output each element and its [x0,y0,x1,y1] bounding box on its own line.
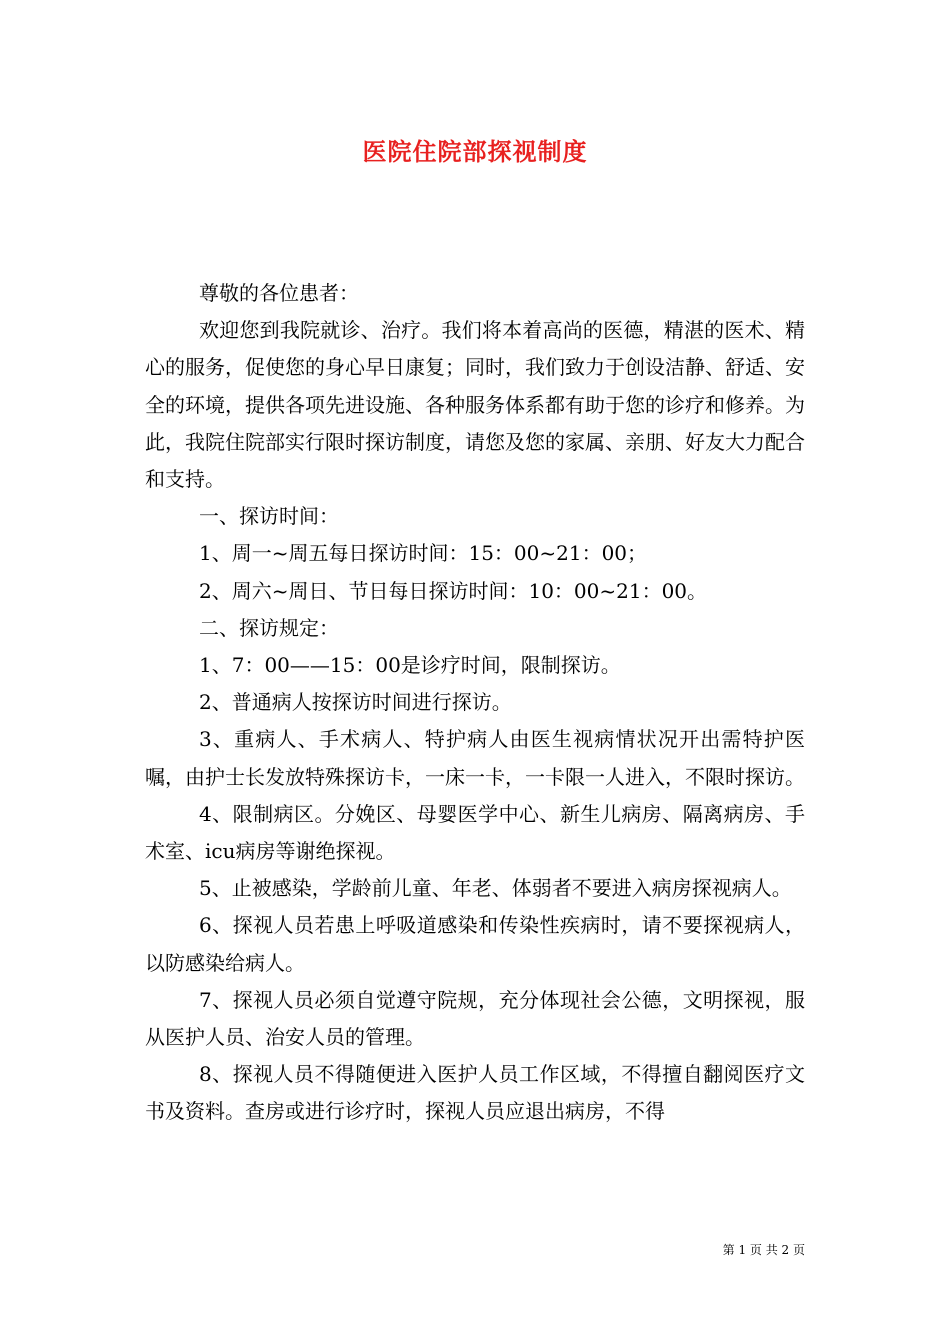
section-heading-visit-time: 一、探访时间： [199,504,339,529]
rule-item-3: 3、重病人、手术病人、特护病人由医生视病情状况开出需特护医嘱，由护士长发放特殊探访卡，一床一卡，一卡限一人进入，不限时探访。 [145,727,805,789]
salutation: 尊敬的各位患者： [199,281,359,305]
visit-time-item-2: 2、周六~周日、节日每日探访时间：10：00~21：00。 [199,578,708,603]
rule-item-7: 7、探视人员必须自觉遵守院规，充分体现社会公德，文明探视，服从医护人员、治安人员的管理。 [145,987,805,1050]
rule-item-4: 4、限制病区。分娩区、母婴医学中心、新生儿病房、隔离病房、手术室、icu病房等谢绝探视。 [145,801,805,864]
visit-time-item-1: 1、周一~周五每日探访时间：15：00~21：00； [199,541,648,566]
rule-item-2: 2、普通病人按探访时间进行探访。 [199,690,512,715]
rule-item-6: 6、探视人员若患上呼吸道感染和传染性疾病时，请不要探视病人，以防感染给病人。 [145,913,805,975]
rule-item-5: 5、止被感染，学龄前儿童、年老、体弱者不要进入病房探视病人。 [199,876,792,901]
intro-paragraph: 欢迎您到我院就诊、治疗。我们将本着高尚的医德，精湛的医术、精心的服务，促使您的身心早日康复；同时，我们致力于创设洁静、舒适、安全的环境，提供各项先进设施、各种服务体系都有助于您的诊疗和修养。为此，我院住院部实行限时探访制度，请您及您的家属、亲朋、好友大力配合和支持。 [145,318,805,492]
document-body [145,275,805,1131]
document-title: 医院住院部探视制度 [362,137,588,166]
section-heading-visit-rules: 二、探访规定： [199,615,339,640]
rule-item-1: 1、7：00——15：00是诊疗时间，限制探访。 [199,653,621,678]
rule-item-8: 8、探视人员不得随便进入医护人员工作区域，不得擅自翻阅医疗文书及资料。查房或进行诊疗时，探视人员应退出病房，不得 [145,1062,805,1124]
page-number: 第 1 页 共 2 页 [722,1243,805,1257]
